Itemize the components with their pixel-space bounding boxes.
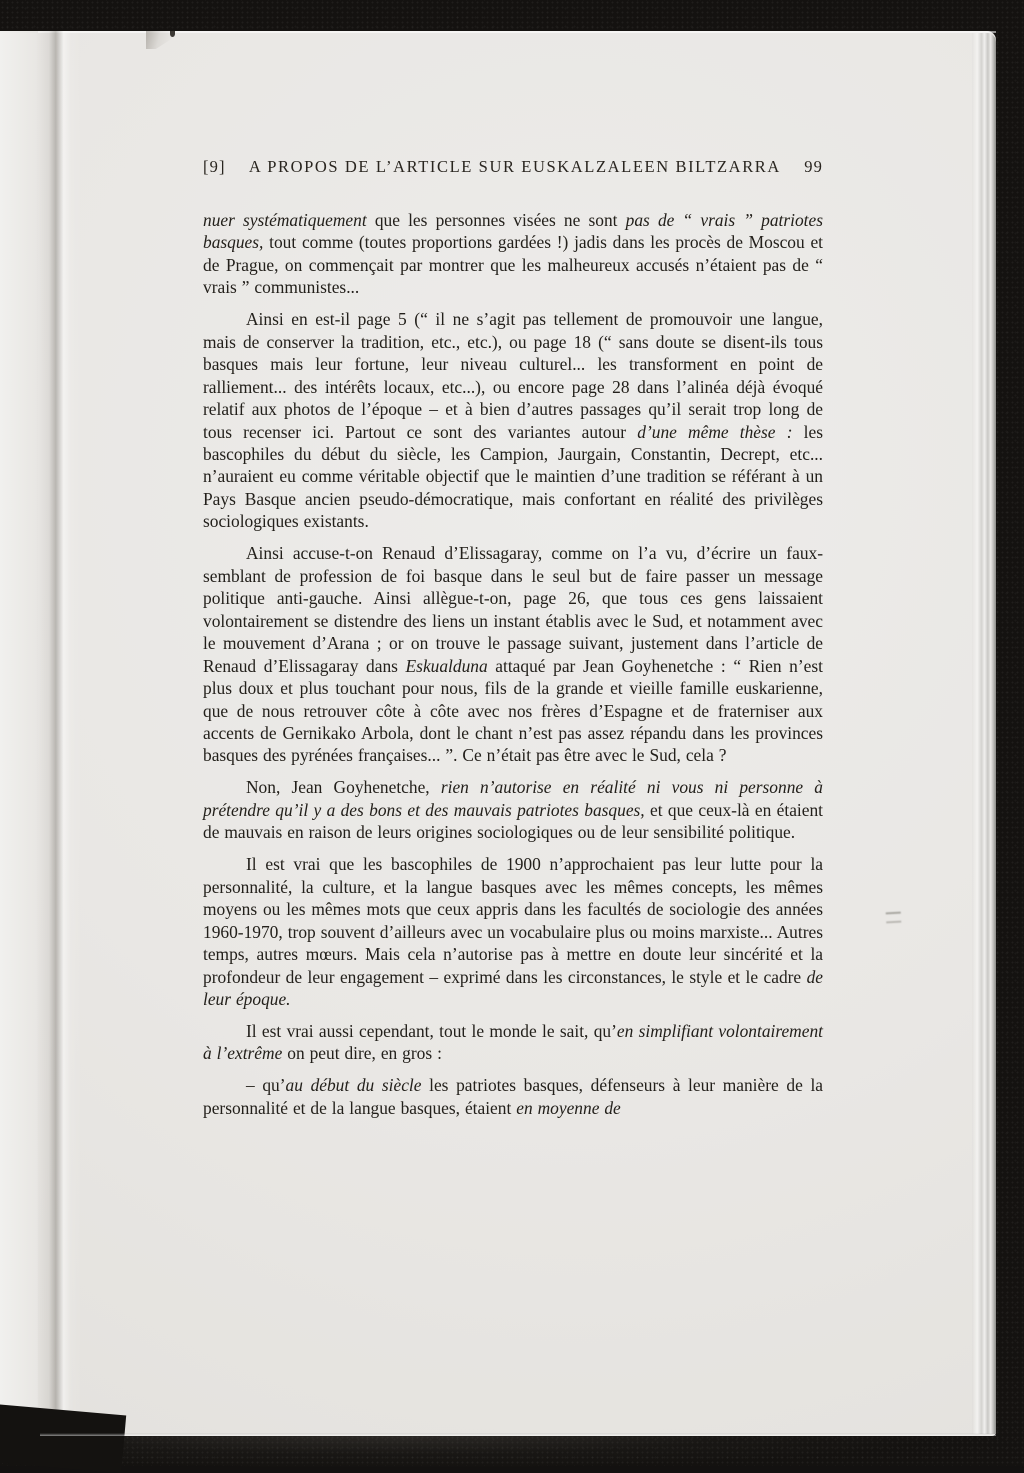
text-run: que les personnes visées ne sont <box>366 210 626 230</box>
text-run: Il est vrai que les bascophiles de 1900 n’approchaient pas leur lutte pour la personnalité, la culture, et la langue basques avec les mêmes concepts, les mêmes moyens ou les mêmes mots que ceux appris dans les facultés de sociologie des années 1960-1970, trop souvent d’ailleurs avec un vocabulaire plus ou moins marxiste... Autres temps, autres mœurs. Mais cela n’autorise pas à mettre en doute leur sincérité et la profondeur de leur engagement – exprimé dans les circonstances, le style et le cadre <box>203 854 823 987</box>
italic-text-run: en simplifiant volontairement à l’extrême <box>203 1020 823 1064</box>
bottom-left-shadow <box>0 1401 126 1473</box>
section-reference: [9] <box>203 157 226 176</box>
text-run: Non, Jean Goyhenetche, <box>246 777 441 798</box>
text-run: – qu’ <box>246 1075 286 1096</box>
body-paragraph <box>203 209 823 299</box>
page-number: 99 <box>804 157 823 176</box>
italic-text-run: d’une même thèse : <box>637 421 793 442</box>
text-run: les bascophiles du début du siècle, les Campion, Jaurgain, Constantin, Decrept, etc... n’auraient eu comme véritable objectif que le maintien d’une tradition se référant à un Pays Basque ancien pseudo-démocratique, mais confortant en réalité des privilèges sociologiques existants. <box>203 421 823 532</box>
body-paragraph <box>203 1020 823 1065</box>
text-run: Il est vrai aussi cependant, tout le monde le sait, qu’ <box>246 1020 617 1041</box>
stacked-page-edges <box>972 33 996 1434</box>
text-run: tout comme (toutes proportions gardées !) jadis dans les procès de Moscou et de Prague, on commençait par montrer que les malheureux accusés n’étaient pas de “ vrais ” communistes... <box>203 232 823 298</box>
italic-text-run: en moyenne de <box>516 1097 621 1118</box>
text-run: Ainsi en est-il page 5 (“ il ne s’agit pas tellement de promouvoir une langue, mais de conserver la tradition, etc., etc.), ou page 18 (“ sans doute se disent-ils tous basques mais leur fortune, leur niveau culturel... les transforment en point de ralliement... des intérêts locaux, etc...), ou encore page 28 dans l’alinéa déjà évoqué relatif aux photos de l’époque – et à bien d’autres passages qu’il serait trop long de tous recenser ici. Partout ce sont des variantes autour <box>203 309 823 442</box>
italic-text-run: pas de “ vrais ” patriotes basques, <box>203 210 823 253</box>
text-run: on peut dire, en gros : <box>282 1043 442 1064</box>
italic-text-run: nuer systématiquement <box>203 210 367 230</box>
text-run: Ainsi accuse-t-on Renaud d’Elissagaray, comme on l’a vu, d’écrire un faux-semblant de profession de foi basque dans le seul but de faire passer un message politique anti-gauche. Ainsi allègue-t-on, page 26, que tous ces gens laissaient volontairement se distendre des liens un instant établis avec le Sud, et notamment avec le mouvement d’Arana ; or on trouve le passage suivant, justement dans l’article de Renaud d’Elissagaray dans <box>203 543 823 676</box>
body-paragraph <box>203 853 823 1010</box>
body-paragraph <box>203 1074 823 1119</box>
text-run: les patriotes basques, défenseurs à leur manière de la personnalité et de la langue basques, étaient <box>203 1075 823 1118</box>
body-paragraph <box>203 308 823 533</box>
text-run: attaqué par Jean Goyhenetche : “ Rien n’est plus doux et plus touchant pour nous, fils de la grande et vieille famille euskarienne, que de nous retrouver côte à côte avec nos frères d’Espagne et de fraterniser aux accents de Gernikako Arbola, dont le chant n’est pas assez répandu dans les provinces basques des pyrénées françaises... ”. Ce n’était pas être avec le Sud, cela ? <box>203 655 823 766</box>
body-text <box>203 209 823 1129</box>
page-drop-shadow <box>30 1433 930 1467</box>
page-bottom-edge <box>40 1433 996 1436</box>
stray-pencil-mark <box>886 912 902 924</box>
page-corner-fold <box>146 31 184 49</box>
italic-text-run: Eskualduna <box>405 655 488 676</box>
page-corner-speck <box>170 31 175 37</box>
binding-gutter-crease <box>36 31 82 1436</box>
text-run: et que ceux-là en étaient de mauvais en raison de leurs origines sociologiques ou de leur sensibilité politique. <box>203 799 823 843</box>
italic-text-run: au début du siècle <box>285 1075 422 1096</box>
italic-text-run: de leur époque. <box>203 966 823 1009</box>
running-head <box>203 157 823 177</box>
facing-page-edge <box>0 31 38 1436</box>
italic-text-run: rien n’autorise en réalité ni vous ni personne à prétendre qu’il y a des bons et des mauvais patriotes basques, <box>203 777 823 820</box>
body-paragraph <box>203 542 823 767</box>
body-paragraph <box>203 776 823 843</box>
page-title: A PROPOS DE L’ARTICLE SUR EUSKALZALEEN BILTZARRA <box>248 157 781 176</box>
